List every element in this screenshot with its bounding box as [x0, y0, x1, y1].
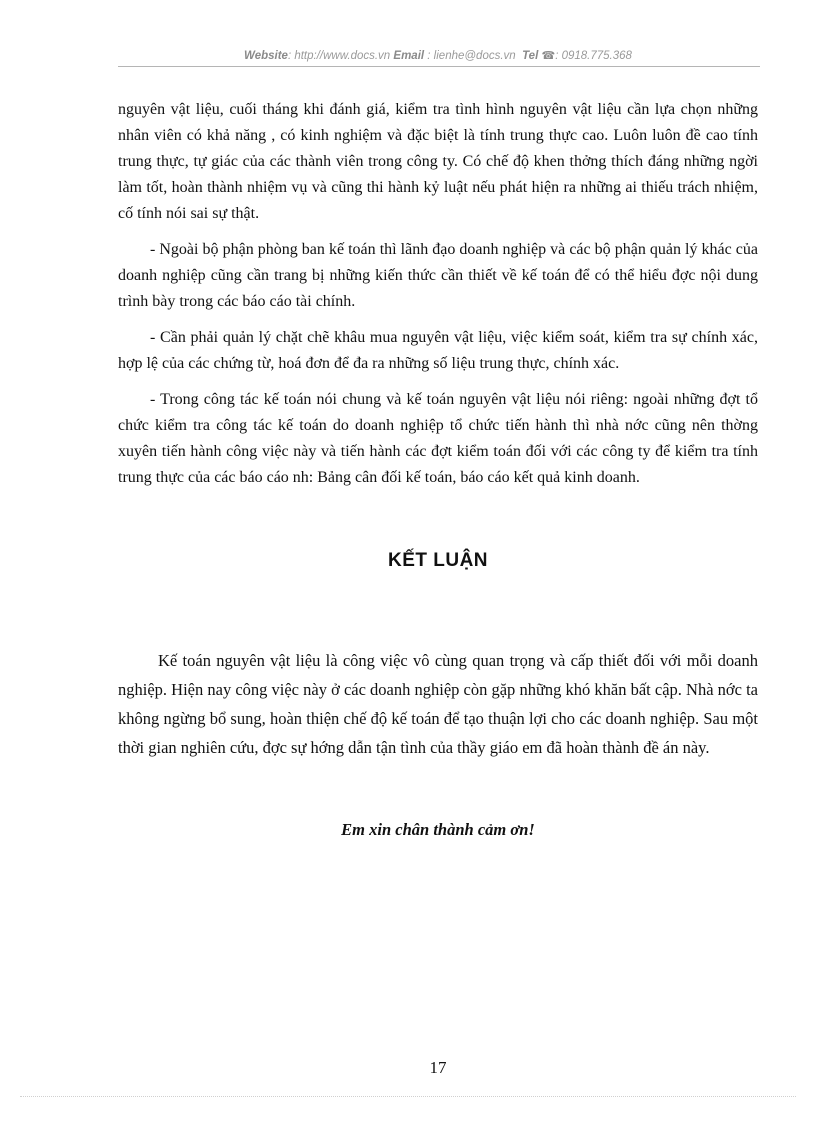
conclusion-heading: KẾT LUẬN [387, 550, 489, 571]
conclusion-paragraph: Kế toán nguyên vật liệu là công việc vô cùng quan trọng và cấp thiết đối với mỗi doanh nghiệp. Hiện nay công việc này ở các doanh nghiệp còn gặp những khó khăn bất cập. Nhà nớc ta không ngừng bổ sung, hoàn thiện chế độ kế toán để tạo thuận lợi cho các doanh nghiệp. Sau một thời gian nghiên cứu, đợc sự hớng dẫn tận tình của thầy giáo em đã hoàn thành đề án này. [118, 651, 758, 757]
website-label: Website [244, 50, 288, 62]
page-number: 17 [429, 1058, 447, 1077]
paragraph-3: - Cần phải quản lý chặt chẽ khâu mua nguyên vật liệu, việc kiểm soát, kiểm tra sự chính xác, hợp lệ của các chứng từ, hoá đơn để đa ra những số liệu trung thực, chính xác. [118, 329, 758, 372]
paragraph-1: nguyên vật liệu, cuối tháng khi đánh giá, kiểm tra tình hình nguyên vật liệu cần lựa chọn những nhân viên có khả năng , có kinh nghiệm và đặc biệt là tính trung thực cao. Luôn luôn đề cao tính trung thực, tự giác của các thành viên trong công ty. Có chế độ khen thởng thích đáng những ngời làm tốt, hoàn thành nhiệm vụ và cũng thi hành kỷ luật nếu phát hiện ra những ai thiếu trách nhiệm, cố tính nói sai sự thật. [118, 101, 758, 222]
paragraph-2: - Ngoài bộ phận phòng ban kế toán thì lãnh đạo doanh nghiệp và các bộ phận quản lý khác của doanh nghiệp cũng cần trang bị những kiến thức cần thiết về kế toán để có thể hiểu đợc nội dung trình bày trong các báo cáo tài chính. [118, 241, 758, 310]
email-value: : lienhe@docs.vn [427, 50, 516, 62]
header-divider [118, 66, 760, 67]
thanks-line: Em xin chân thành cảm ơn! [341, 820, 535, 839]
paragraph-4: - Trong công tác kế toán nói chung và kế toán nguyên vật liệu nói riêng: ngoài những đợt tổ chức kiểm tra công tác kế toán do doanh nghiệp tổ chức tiến hành thì nhà nớc cũng nên thờng xuyên tiến hành công việc này và tiến hành các đợt kiểm toán đối với các công ty để kiểm tra tính trung thực của các báo cáo nh: Bảng cân đối kế toán, báo cáo kết quả kinh doanh. [118, 391, 758, 486]
phone-icon: ☎ [541, 50, 556, 62]
page-header [118, 48, 758, 64]
tel-value: : 0918.775.368 [555, 50, 632, 62]
footer-divider [20, 1096, 796, 1097]
tel-label: Tel [522, 50, 539, 62]
body-text [118, 97, 758, 501]
email-label: Email [393, 50, 425, 62]
website-value: : http://www.docs.vn [287, 50, 391, 62]
